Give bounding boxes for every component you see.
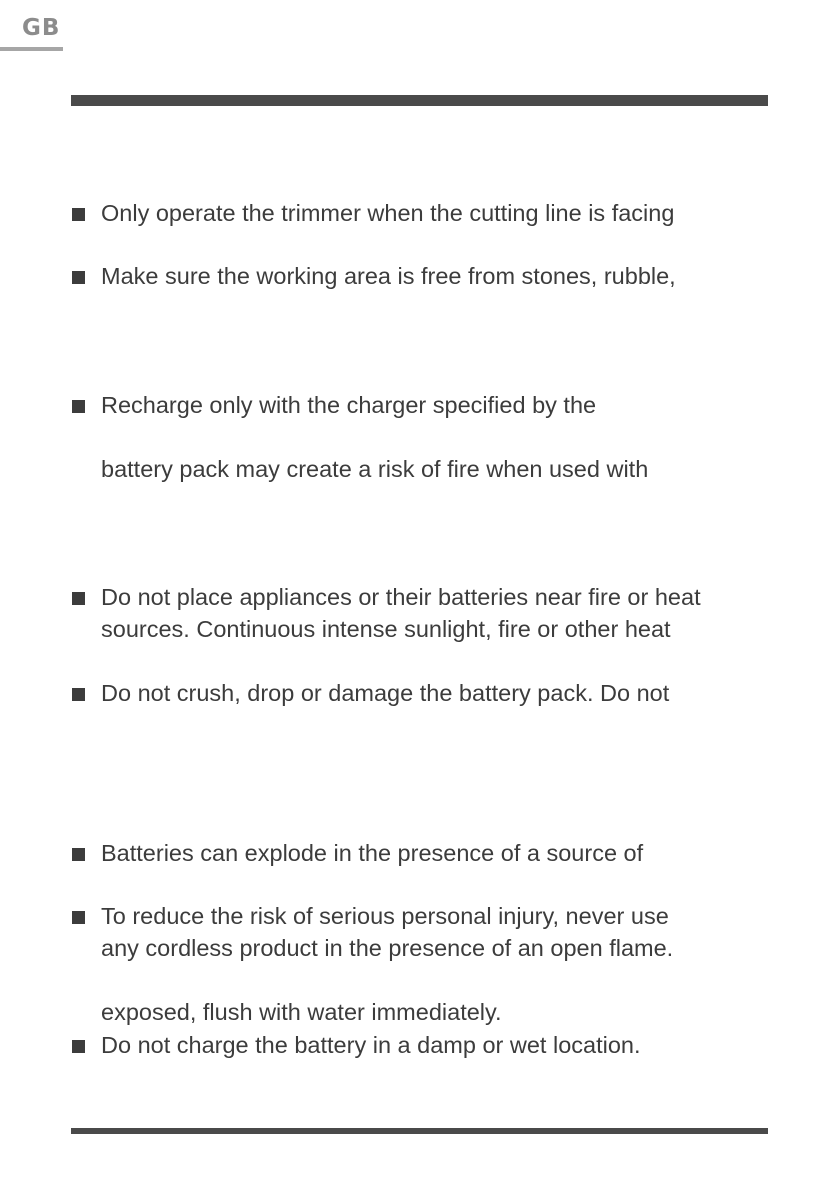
instruction-text: Recharge only with the charger specified by the [101, 392, 597, 418]
instruction-text: sources. Continuous intense sunlight, fire or other heat [101, 616, 671, 642]
language-underline [0, 47, 63, 51]
instruction-text: Do not place appliances or their batteries near fire or heat [101, 584, 701, 610]
instruction-text: battery pack may create a risk of fire when used with [101, 456, 649, 482]
bullet-icon [72, 592, 85, 605]
bullet-icon [72, 271, 85, 284]
instruction-text: Only operate the trimmer when the cutting line is facing [101, 200, 675, 226]
instruction-text: Do not charge the battery in a damp or wet location. [101, 1032, 641, 1058]
top-divider [71, 95, 768, 106]
bullet-icon [72, 1040, 85, 1053]
instruction-text: any cordless product in the presence of an open flame. [101, 935, 674, 961]
bullet-icon [72, 400, 85, 413]
instruction-text: Do not crush, drop or damage the battery pack. Do not [101, 680, 670, 706]
instruction-text: exposed, flush with water immediately. [101, 999, 502, 1025]
instruction-text: Make sure the working area is free from stones, rubble, [101, 263, 676, 289]
bullet-icon [72, 911, 85, 924]
bottom-divider [71, 1128, 768, 1134]
bullet-icon [72, 848, 85, 861]
bullet-icon [72, 688, 85, 701]
instruction-text: To reduce the risk of serious personal injury, never use [101, 903, 669, 929]
language-code: GB [22, 15, 61, 41]
bullet-icon [72, 208, 85, 221]
instruction-text: Batteries can explode in the presence of a source of [101, 840, 644, 866]
